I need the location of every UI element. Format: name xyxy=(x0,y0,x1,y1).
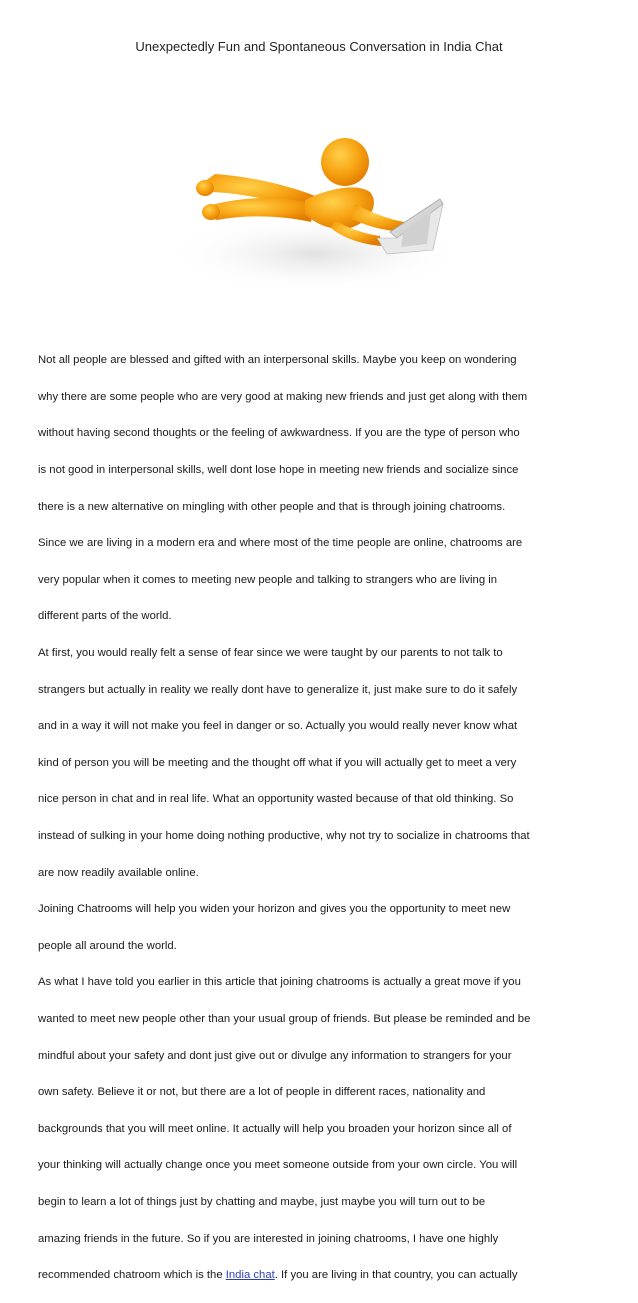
document-title: Unexpectedly Fun and Spontaneous Conversation in India Chat xyxy=(135,39,503,54)
paragraph-line: begin to learn a lot of things just by chatting and maybe, just maybe you will turn out to be xyxy=(38,1195,486,1208)
paragraph-line: backgrounds that you will meet online. It actually will help you broaden your horizon since all of xyxy=(38,1122,512,1135)
paragraph-line: own safety. Believe it or not, but there are a lot of people in different races, nationality and xyxy=(38,1086,486,1099)
person-lying-with-laptop-icon xyxy=(165,104,475,316)
paragraph-line: are now readily available online. xyxy=(38,866,199,879)
paragraph-line-with-link xyxy=(38,1266,613,1284)
paragraph-line: Not all people are blessed and gifted with an interpersonal skills. Maybe you keep on wondering xyxy=(38,354,517,367)
paragraph-line: different parts of the world. xyxy=(38,610,172,623)
paragraph-line: why there are some people who are very good at making new friends and just get along with them xyxy=(38,390,528,403)
paragraph-line: without having second thoughts or the feeling of awkwardness. If you are the type of person who xyxy=(38,427,520,440)
paragraph-line: people all around the world. xyxy=(38,939,177,952)
paragraph-line: mindful about your safety and dont just give out or divulge any information to strangers for your xyxy=(38,1049,512,1062)
paragraph-line: Joining Chatrooms will help you widen your horizon and gives you the opportunity to meet new xyxy=(38,903,511,916)
paragraph-line: instead of sulking in your home doing nothing productive, why not try to socialize in chatrooms that xyxy=(38,830,530,843)
paragraph-line: nice person in chat and in real life. What an opportunity wasted because of that old thinking. So xyxy=(38,793,514,806)
paragraph-line: your thinking will actually change once you meet someone outside from your own circle. You will xyxy=(38,1159,518,1172)
line-text-after-link: . If you are living in that country, you can actually xyxy=(274,1269,518,1282)
article-body xyxy=(38,333,613,1303)
paragraph-line: very popular when it comes to meeting new people and talking to strangers who are living in xyxy=(38,573,498,586)
line-text-before-link: recommended chatroom which is the xyxy=(38,1269,226,1282)
paragraph-line: At first, you would really felt a sense of fear since we were taught by our parents to not talk to xyxy=(38,647,503,660)
india-chat-link[interactable]: India chat xyxy=(225,1269,275,1282)
paragraph-line: kind of person you will be meeting and the thought off what if you will actually get to meet a very xyxy=(38,756,517,769)
paragraph-line: amazing friends in the future. So if you are interested in joining chatrooms, I have one highly xyxy=(38,1232,499,1245)
paragraph-line: wanted to meet new people other than your usual group of friends. But please be reminded and be xyxy=(38,1012,531,1025)
paragraph-line: and in a way it will not make you feel in danger or so. Actually you would really never know what xyxy=(38,720,518,733)
paragraph-line: there is a new alternative on mingling with other people and that is through joining chatrooms. xyxy=(38,500,506,513)
paragraph-line: strangers but actually in reality we really dont have to generalize it, just make sure to do it safely xyxy=(38,683,518,696)
paragraph-line: Since we are living in a modern era and where most of the time people are online, chatrooms are xyxy=(38,537,523,550)
paragraph-line: As what I have told you earlier in this article that joining chatrooms is actually a great move if you xyxy=(38,976,521,989)
paragraph-line: is not good in interpersonal skills, well dont lose hope in meeting new friends and socialize since xyxy=(38,464,519,477)
